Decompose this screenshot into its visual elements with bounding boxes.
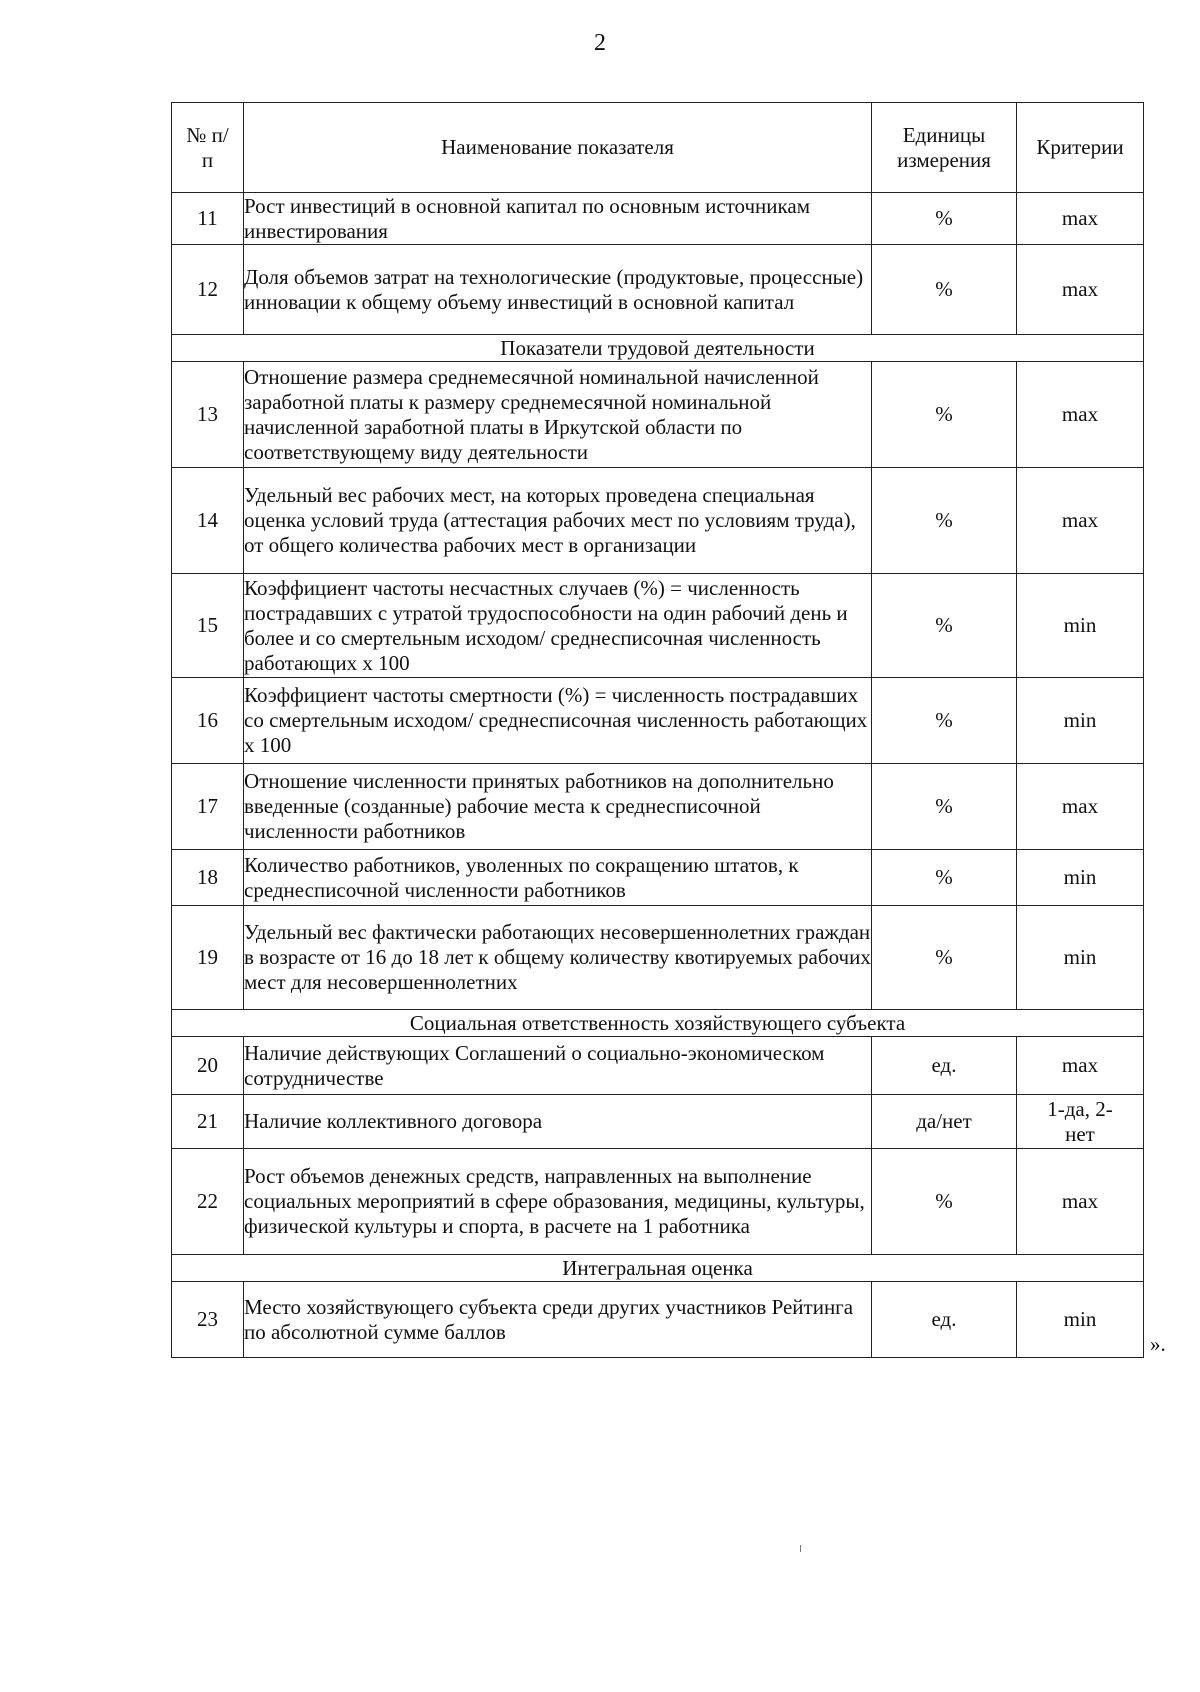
row-criteria: max xyxy=(1017,193,1144,245)
row-name: Коэффициент частоты смертности (%) = численность пострадавших со смертельным исходом/ среднесписочная численность работающих х 100 xyxy=(244,678,872,764)
row-name: Доля объемов затрат на технологические (продуктовые, процессные) инновации к общему объему инвестиций в основной капитал xyxy=(244,245,872,335)
row-num: 16 xyxy=(172,678,244,764)
row-criteria: max xyxy=(1017,245,1144,335)
row-name: Отношение численности принятых работников на дополнительно введенные (созданные) рабочие места к среднесписочной численности работников xyxy=(244,764,872,850)
row-unit: % xyxy=(872,764,1017,850)
row-unit: % xyxy=(872,245,1017,335)
table-row xyxy=(172,1095,1144,1149)
row-unit: % xyxy=(872,362,1017,468)
row-name: Наличие действующих Соглашений о социально-экономическом сотрудничестве xyxy=(244,1037,872,1095)
section-title-labor: Показатели трудовой деятельности xyxy=(172,335,1144,362)
row-unit: да/нет xyxy=(872,1095,1017,1149)
row-unit: % xyxy=(872,574,1017,678)
row-unit: % xyxy=(872,850,1017,906)
row-name: Место хозяйствующего субъекта среди других участников Рейтинга по абсолютной сумме баллов xyxy=(244,1282,872,1358)
table-row xyxy=(172,1282,1144,1358)
row-unit: % xyxy=(872,906,1017,1010)
table-row xyxy=(172,362,1144,468)
table-row xyxy=(172,245,1144,335)
row-unit: % xyxy=(872,678,1017,764)
row-num: 13 xyxy=(172,362,244,468)
row-num: 22 xyxy=(172,1149,244,1255)
table-row xyxy=(172,1037,1144,1095)
table-row xyxy=(172,906,1144,1010)
table-row xyxy=(172,764,1144,850)
row-criteria: min xyxy=(1017,1282,1144,1358)
row-criteria: 1-да, 2-нет xyxy=(1017,1095,1144,1149)
row-criteria: min xyxy=(1017,678,1144,764)
row-criteria: max xyxy=(1017,764,1144,850)
section-row xyxy=(172,1010,1144,1037)
row-criteria: max xyxy=(1017,468,1144,574)
section-title-social: Социальная ответственность хозяйствующего субъекта xyxy=(172,1010,1144,1037)
row-num: 23 xyxy=(172,1282,244,1358)
row-criteria: max xyxy=(1017,1149,1144,1255)
section-row xyxy=(172,1255,1144,1282)
indicators-table xyxy=(171,102,1144,1358)
table-row xyxy=(172,678,1144,764)
page-number: 2 xyxy=(594,30,606,56)
row-criteria: min xyxy=(1017,906,1144,1010)
table-row xyxy=(172,468,1144,574)
row-num: 20 xyxy=(172,1037,244,1095)
row-name: Коэффициент частоты несчастных случаев (%) = численность пострадавших с утратой трудоспособности на один рабочий день и более и со смертельным исходом/ среднесписочная численность работающих х 100 xyxy=(244,574,872,678)
row-num: 11 xyxy=(172,193,244,245)
row-name: Рост объемов денежных средств, направленных на выполнение социальных мероприятий в сфере образования, медицины, культуры, физической культуры и спорта, в расчете на 1 работника xyxy=(244,1149,872,1255)
row-name: Наличие коллективного договора xyxy=(244,1095,872,1149)
row-criteria: min xyxy=(1017,574,1144,678)
row-num: 17 xyxy=(172,764,244,850)
row-unit: % xyxy=(872,468,1017,574)
row-unit: % xyxy=(872,1149,1017,1255)
row-name: Отношение размера среднемесячной номинальной начисленной заработной платы к размеру среднемесячной номинальной начисленной заработной платы в Иркутской области по соответствующему виду деятельности xyxy=(244,362,872,468)
header-criteria: Критерии xyxy=(1017,103,1144,193)
header-name: Наименование показателя xyxy=(244,103,872,193)
row-name: Рост инвестиций в основной капитал по основным источникам инвестирования xyxy=(244,193,872,245)
section-row xyxy=(172,335,1144,362)
closing-quote: ». xyxy=(1150,1332,1166,1356)
row-name: Количество работников, уволенных по сокращению штатов, к среднесписочной численности работников xyxy=(244,850,872,906)
header-unit: Единицы измерения xyxy=(872,103,1017,193)
row-name: Удельный вес фактически работающих несовершеннолетних граждан в возрасте от 16 до 18 лет к общему количеству квотируемых рабочих мест для несовершеннолетних xyxy=(244,906,872,1010)
row-name: Удельный вес рабочих мест, на которых проведена специальная оценка условий труда (аттестация рабочих мест по условиям труда), от общего количества рабочих мест в организации xyxy=(244,468,872,574)
table-row xyxy=(172,193,1144,245)
table-row xyxy=(172,1149,1144,1255)
row-unit: ед. xyxy=(872,1037,1017,1095)
row-num: 15 xyxy=(172,574,244,678)
row-criteria: min xyxy=(1017,850,1144,906)
row-criteria: max xyxy=(1017,362,1144,468)
header-num: № п/п xyxy=(172,103,244,193)
table-row xyxy=(172,574,1144,678)
row-num: 19 xyxy=(172,906,244,1010)
table-header-row xyxy=(172,103,1144,193)
row-unit: % xyxy=(872,193,1017,245)
row-num: 18 xyxy=(172,850,244,906)
row-num: 12 xyxy=(172,245,244,335)
row-num: 21 xyxy=(172,1095,244,1149)
row-num: 14 xyxy=(172,468,244,574)
row-unit: ед. xyxy=(872,1282,1017,1358)
row-criteria: max xyxy=(1017,1037,1144,1095)
section-title-integral: Интегральная оценка xyxy=(172,1255,1144,1282)
scan-mark xyxy=(800,1545,801,1552)
table-row xyxy=(172,850,1144,906)
